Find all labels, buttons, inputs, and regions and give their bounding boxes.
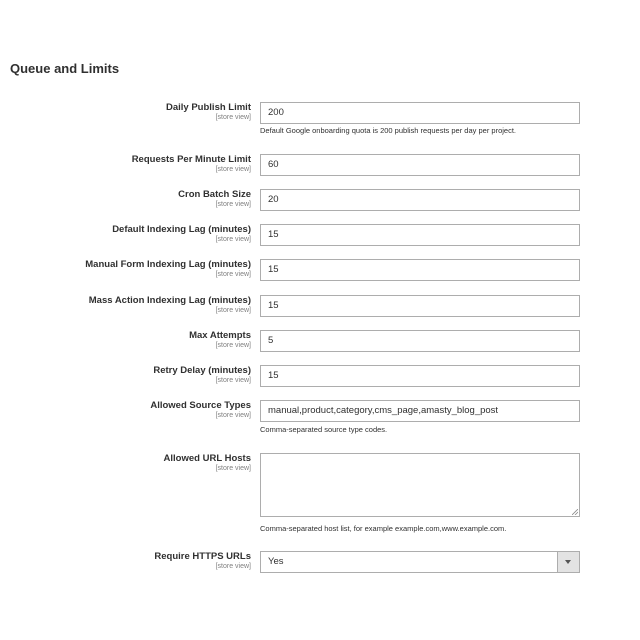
- retry-delay-input[interactable]: 15: [260, 365, 580, 387]
- field-label: Require HTTPS URLs: [154, 551, 251, 562]
- field-label: Mass Action Indexing Lag (minutes): [88, 295, 251, 306]
- scope-label: [store view]: [215, 465, 251, 472]
- scope-label: [store view]: [215, 307, 251, 314]
- allowed-url-hosts-textarea[interactable]: [260, 453, 580, 517]
- field-label-group: [166, 102, 251, 122]
- field-label-group: [89, 295, 251, 315]
- manual-form-indexing-lag-input[interactable]: 15: [260, 259, 580, 281]
- field-label: Allowed Source Types: [150, 400, 251, 411]
- field-label-group: [154, 551, 251, 571]
- field-label-group: [85, 259, 251, 279]
- scope-label: [store view]: [215, 236, 251, 243]
- field-label-group: [150, 400, 251, 420]
- field-label-group: [178, 189, 251, 209]
- field-label: Max Attempts: [189, 330, 251, 341]
- select-value: Yes: [268, 556, 284, 567]
- field-label-group: [112, 224, 251, 244]
- field-note: Comma-separated source type codes.: [260, 425, 388, 434]
- section-title: Queue and Limits: [10, 61, 120, 76]
- scope-label: [store view]: [215, 201, 251, 208]
- mass-action-indexing-lag-input[interactable]: 15: [260, 295, 580, 317]
- field-label-group: [153, 365, 251, 385]
- daily-publish-limit-input[interactable]: 200: [260, 102, 580, 124]
- field-label-group: [189, 330, 251, 350]
- field-label-group: [164, 453, 251, 473]
- field-label: Requests Per Minute Limit: [131, 154, 251, 165]
- cron-batch-size-input[interactable]: 20: [260, 189, 580, 211]
- require-https-urls-select[interactable]: [260, 551, 580, 573]
- scope-label: [store view]: [215, 563, 251, 570]
- scope-label: [store view]: [215, 342, 251, 349]
- field-label: Allowed URL Hosts: [163, 453, 251, 464]
- scope-label: [store view]: [215, 412, 251, 419]
- allowed-source-types-input[interactable]: manual,product,category,cms_page,amasty_blog_post: [260, 400, 580, 422]
- scope-label: [store view]: [215, 166, 251, 173]
- field-note: Comma-separated host list, for example example.com,www.example.com.: [260, 524, 507, 533]
- default-indexing-lag-input[interactable]: 15: [260, 224, 580, 246]
- scope-label: [store view]: [215, 377, 251, 384]
- scope-label: [store view]: [215, 114, 251, 121]
- field-label: Daily Publish Limit: [166, 102, 251, 113]
- requests-per-minute-input[interactable]: 60: [260, 154, 580, 176]
- resize-handle-icon[interactable]: [572, 509, 578, 515]
- field-label-group: [132, 154, 251, 174]
- field-label: Default Indexing Lag (minutes): [112, 224, 251, 235]
- select-toggle[interactable]: [557, 552, 579, 572]
- field-label: Cron Batch Size: [178, 189, 251, 200]
- scope-label: [store view]: [215, 271, 251, 278]
- field-note: Default Google onboarding quota is 200 publish requests per day per project.: [260, 126, 516, 135]
- max-attempts-input[interactable]: 5: [260, 330, 580, 352]
- chevron-down-icon: [565, 560, 571, 564]
- field-label: Manual Form Indexing Lag (minutes): [85, 259, 251, 270]
- field-label: Retry Delay (minutes): [153, 365, 251, 376]
